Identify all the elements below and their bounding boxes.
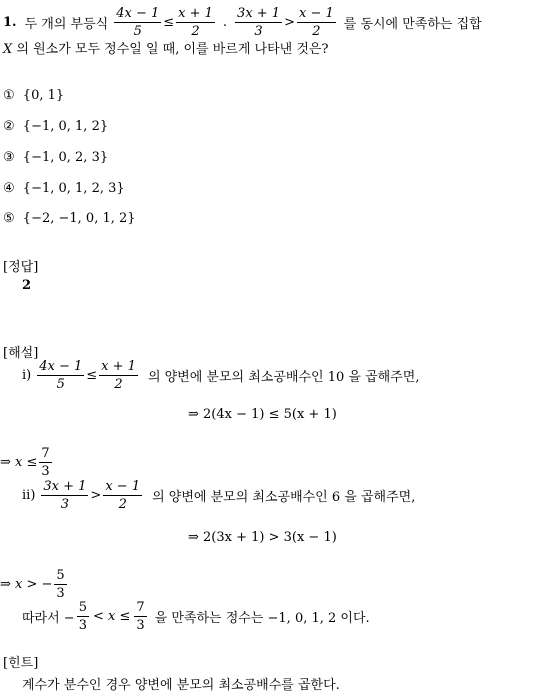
choice-text: {−1, 0, 1, 2} [22, 119, 109, 134]
conclusion1-den: 3 [41, 464, 50, 479]
step2-lhs-fraction [41, 479, 88, 512]
choice-text: {0, 1} [22, 88, 65, 103]
choice-marker: ① [3, 88, 15, 103]
ineq2-rhs-fraction [297, 6, 336, 39]
ineq1-op: ≤ [163, 15, 175, 30]
conclusion-2 [0, 568, 69, 601]
answer-label: [정답] [3, 260, 39, 275]
conclusion1-num: 7 [41, 446, 50, 461]
conclusion2-prefix: ⇒ x > − [0, 577, 53, 592]
choice-text: {−2, −1, 0, 1, 2} [22, 211, 136, 226]
step1-text: 의 양변에 분모의 최소공배수인 10 을 곱해주면, [147, 370, 420, 385]
final-b-num: 7 [136, 600, 145, 615]
step2-result: ⇒ 2(3x + 1) > 3(x − 1) [188, 530, 337, 545]
step1-lhs-num: 4x − 1 [39, 359, 83, 374]
conclusion2-fraction [54, 568, 66, 601]
step1-lhs-den: 5 [56, 377, 65, 392]
step1-rhs-num: x + 1 [101, 359, 136, 374]
step1-result: ⇒ 2(4x − 1) ≤ 5(x + 1) [188, 407, 337, 422]
choice-text: {−1, 0, 1, 2, 3} [22, 181, 125, 196]
step2-prefix: ii) [22, 488, 36, 503]
final-a-den: 3 [78, 618, 87, 633]
set-variable: X [3, 42, 13, 57]
conclusion-1 [0, 446, 54, 479]
final-middle: < x ≤ [92, 609, 131, 624]
question-line-2 [3, 38, 328, 57]
question-text-after: 를 동시에 만족하는 집합 [343, 17, 482, 32]
ineq2-op: > [284, 15, 295, 30]
question-number: 1. [3, 15, 17, 30]
ineq1-lhs-fraction [114, 6, 161, 39]
ineq1-lhs-den: 5 [133, 24, 142, 39]
step2-text: 의 양변에 분모의 최소공배수인 6 을 곱해주면, [152, 490, 416, 505]
ineq2-lhs-num: 3x + 1 [237, 6, 281, 21]
choice-text: {−1, 0, 2, 3} [22, 150, 109, 165]
final-a-num: 5 [78, 600, 87, 615]
step1-prefix: i) [22, 368, 32, 383]
final-text: 을 만족하는 정수는 −1, 0, 1, 2 이다. [154, 611, 370, 626]
ineq2-lhs-den: 3 [254, 24, 263, 39]
step2-lhs-num: 3x + 1 [43, 479, 87, 494]
step2-lhs-den: 3 [60, 497, 70, 512]
choice-4[interactable] [3, 181, 125, 196]
ineq-separator: . [222, 15, 228, 30]
choice-3[interactable] [3, 150, 108, 165]
step2-op: > [90, 488, 102, 503]
step2-rhs-den: 2 [118, 497, 127, 512]
answer-value: 2 [22, 278, 32, 293]
question-line-1 [3, 6, 482, 39]
step1-lhs-fraction [37, 359, 84, 392]
ineq1-rhs-den: 2 [191, 24, 200, 39]
question-line-2-text: 의 원소가 모두 정수일 일 때, 이를 바르게 나타낸 것은? [16, 42, 329, 57]
ineq1-rhs-fraction [176, 6, 215, 39]
final-prefix: 따라서 − [22, 611, 75, 626]
step1-rhs-fraction [99, 359, 138, 392]
explanation-label: [해설] [3, 346, 39, 361]
choice-marker: ⑤ [3, 211, 15, 226]
choice-5[interactable] [3, 211, 136, 226]
final-b-fraction [134, 600, 146, 633]
choice-marker: ③ [3, 150, 15, 165]
conclusion1-fraction [39, 446, 51, 479]
conclusion2-num: 5 [56, 568, 65, 583]
ineq1-rhs-num: x + 1 [178, 6, 213, 21]
final-a-fraction [77, 600, 89, 633]
hint-text: 계수가 분수인 경우 양변에 분모의 최소공배수를 곱한다. [22, 678, 340, 693]
ineq2-lhs-fraction [235, 6, 282, 39]
ineq1-lhs-num: 4x − 1 [116, 6, 160, 21]
final-b-den: 3 [136, 618, 145, 633]
step1-op: ≤ [86, 368, 98, 383]
choice-1[interactable] [3, 88, 64, 103]
choice-marker: ② [3, 119, 15, 134]
step2-rhs-num: x − 1 [105, 479, 141, 494]
choice-marker: ④ [3, 181, 15, 196]
conclusion1-prefix: ⇒ x ≤ [0, 455, 38, 470]
ineq2-rhs-num: x − 1 [298, 6, 334, 21]
final-statement [22, 600, 370, 633]
choice-2[interactable] [3, 119, 108, 134]
explanation-step-2 [22, 479, 415, 512]
explanation-step-1 [22, 359, 419, 392]
conclusion2-den: 3 [56, 586, 65, 601]
step1-rhs-den: 2 [114, 377, 123, 392]
step2-rhs-fraction [103, 479, 142, 512]
hint-label: [힌트] [3, 656, 39, 671]
ineq2-rhs-den: 2 [312, 24, 321, 39]
question-text-before: 두 개의 부등식 [24, 17, 109, 32]
